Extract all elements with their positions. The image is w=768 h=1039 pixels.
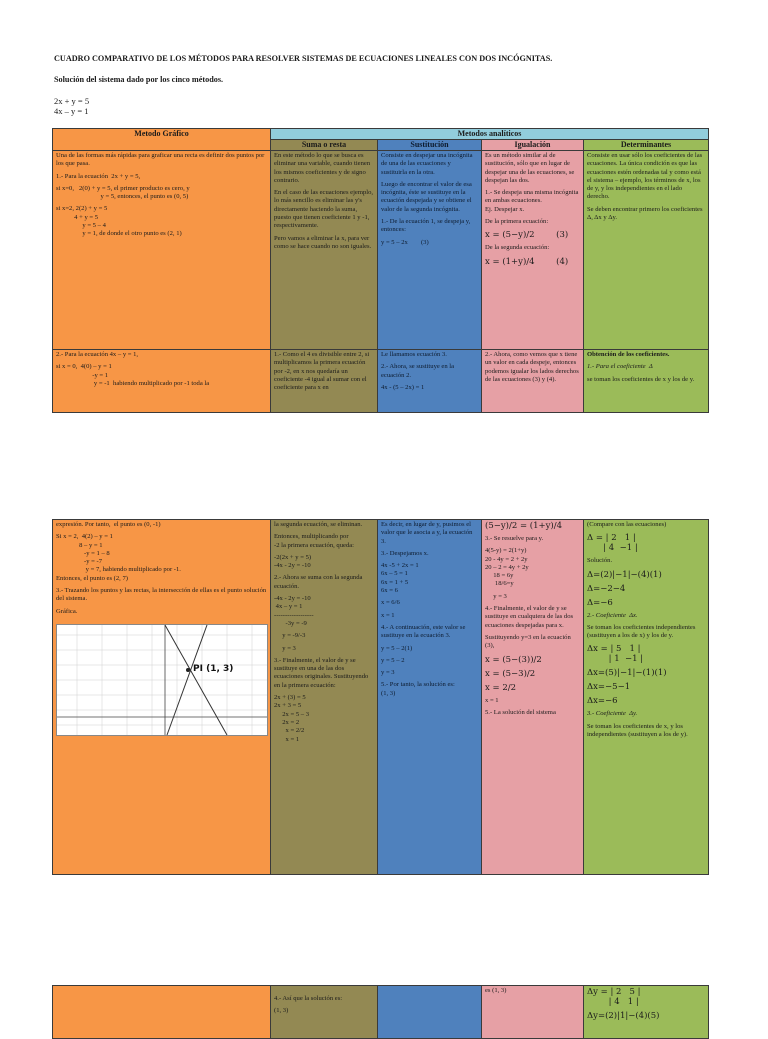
- text-det-obtencion: Obtención de los coeficientes.: [587, 351, 670, 358]
- cell-grafico-2: [53, 350, 271, 413]
- text-det-coeficientes: Se deben encontrar primero los coeficientes Δ, Δx y Δy.: [587, 205, 705, 222]
- document-subtitle: Solución del sistema dado por los cinco métodos.: [54, 75, 224, 84]
- text-igual-step-4: 4.- Finalmente, el valor de y se sustituye en cualquiera de las dos ecuaciones despejadas para x.: [485, 605, 575, 629]
- text-sust-operacion: 4x -5 + 2x = 1 6x – 5 = 1 6x = 1 + 5 6x = 6: [381, 562, 419, 595]
- text-det-coef-x-desc: Se toman los coeficientes independientes (sustituyen a los de x) y los de y.: [587, 623, 698, 640]
- text-det-coef-y: 3.- Coeficiente Δy.: [587, 710, 638, 718]
- cell-determinantes-3: [584, 520, 709, 875]
- cell-grafico-1: [53, 151, 271, 350]
- math-det-delta-calc: Δ=(2)|−1|−(4)(1): [587, 569, 662, 580]
- comparison-table-block-2: [52, 519, 709, 875]
- text-suma-y-div: y = -9/-3: [274, 632, 306, 640]
- text-sust-eq: 4x - (5 – 2x) = 1: [381, 383, 425, 391]
- text-igual-step-1: 1.- Se despeja una misma incógnita en ambas ecuaciones. Ej. Despejar x.: [485, 189, 579, 213]
- cell-sustitucion-4: [378, 986, 482, 1039]
- text-sust-eq-3: y = 5 – 2x (3): [381, 238, 429, 246]
- text-det-solucion: Solución.: [587, 557, 613, 565]
- math-igual-igualdad: (5−y)/2 = (1+y)/4: [485, 521, 562, 531]
- cell-grafico-4: [53, 986, 271, 1039]
- text-igual-step-3: 3.- Se resuelve para y.: [485, 535, 544, 542]
- text-suma-resolucion-x: 2x + (3) = 5 2x + 3 = 5 2x = 5 – 3 2x = 2 x = 2/2 x = 1: [274, 694, 310, 743]
- text-suma-producto: -2(2x + y = 5) -4x - 2y = -10: [274, 553, 312, 570]
- text-suma-eliminan: la segunda ecuación, se eliminan.: [274, 521, 363, 528]
- text-sust-step-1: 1.- De la ecuación 1, se despeja y, entonces:: [381, 218, 472, 234]
- text-grafico-punto-0-1: expresión. Por tanto, el punto es (0, -1): [56, 521, 161, 528]
- text-igual-y-3: y = 3: [485, 592, 507, 600]
- text-igual-segunda: De la segunda ecuación:: [485, 244, 550, 252]
- text-grafico-point-d: Si x = 2, 4(2) – y = 1 8 – y = 1 -y = 1 – 8 -y = -7 y = 7, habiendo multiplicado por -1. Entonces, el punto es (2, 7): [56, 533, 181, 582]
- header-determinantes: Determinantes: [584, 140, 709, 151]
- graph-intersection-point: [186, 668, 190, 672]
- comparison-table-block-3: [52, 985, 709, 1039]
- text-suma-operacion: -4x - 2y = -10 4x – y = 1 ------------------ -3y = -9: [274, 595, 314, 627]
- text-sust-step-3: 3.- Despejamos x.: [381, 549, 429, 557]
- cell-suma-1: [271, 151, 378, 350]
- text-det-coef-delta: 1.- Para el coeficiente Δ: [587, 363, 653, 371]
- system-equation-1: 2x + y = 5: [54, 96, 90, 106]
- text-suma-step-3: 3.- Finalmente, el valor de y se sustituye en una de las dos ecuaciones originales. Sustituyendo en la primera ecuación:: [274, 656, 370, 689]
- math-det-delta-result: Δ=−6: [587, 597, 613, 608]
- math-det-delta-sum: Δ=−2−4: [587, 583, 626, 594]
- math-igual-x-b: x = (5−3)/2: [485, 668, 536, 679]
- text-igual-intro: Es un método similar al de sustitución, sólo que en lugar de despejar una de las ecuaciones, se despejan las dos.: [485, 152, 576, 184]
- text-igual-solucion: es (1, 3): [485, 987, 507, 994]
- text-det-coef-y-desc: Se toman los coeficientes de x, y los independientes (sustituyen a los de y).: [587, 722, 688, 739]
- text-suma-intro: En este método lo que se busca es eliminar una variable, cuando tienen los mismos coeficientes y de signo contrario.: [274, 152, 372, 184]
- math-igual-eq-3: x = (5−y)/2 (3): [485, 230, 569, 241]
- cell-sustitucion-1: [378, 151, 482, 350]
- text-suma-step-2: 2.- Ahora se suma con la segunda ecuación.: [274, 574, 365, 590]
- math-igual-x-a: x = (5−(3))/2: [485, 654, 542, 665]
- text-igual-primera: De la primera ecuación:: [485, 218, 549, 226]
- math-igual-x-c: x = 2/2: [485, 682, 516, 693]
- header-sustitucion: Sustitución: [378, 140, 482, 151]
- document-title: CUADRO COMPARATIVO DE LOS MÉTODOS PARA RESOLVER SISTEMAS DE ECUACIONES LINEALES CON DOS INCÓGNITAS.: [54, 54, 553, 63]
- system-equation-2: 4x – y = 1: [54, 106, 89, 116]
- text-igual-x-1: x = 1: [485, 696, 499, 704]
- text-sust-y-resta: y = 5 – 2: [381, 656, 405, 664]
- math-det-deltax-sum: Δx=−5−1: [587, 682, 631, 693]
- cell-grafico-3: [53, 520, 271, 875]
- text-sust-y-3: y = 3: [381, 669, 395, 677]
- text-sust-x-1: x = 1: [381, 611, 395, 619]
- text-grafico-intro: Una de las formas más rápidas para graficar una recta es definir dos puntos por los que pasa.: [56, 152, 267, 168]
- text-suma-step-4: 4.- Así que la solución es:: [274, 995, 343, 1002]
- text-suma-ejemplo: En el caso de las ecuaciones ejemplo, lo más sencillo es eliminar las y's directamente haciendo la suma, puesto que tienen coeficiente 1 y -1, respectivamente.: [274, 189, 375, 230]
- cell-suma-4: [271, 986, 378, 1039]
- text-grafico-point-a: si x=0, 2(0) + y = 5, el primer producto es cero, y y = 5, entonces, el punto es (0, 5): [56, 184, 190, 201]
- text-sust-llamamos: Le llamamos ecuación 3.: [381, 351, 447, 358]
- text-suma-step-1: 1.- Como el 4 es divisible entre 2, si multiplicamos la primera ecuación por -2, en x nos quedaría un coeficiente -4 igual al sumar con el coeficiente para x en: [274, 351, 371, 392]
- text-det-toman: se toman los coeficientes de x y los de y.: [587, 375, 695, 383]
- text-igual-operacion: 4(5-y) = 2(1+y) 20 - 4y = 2 + 2y 20 – 2 = 4y + 2y 18 = 6y 18/6=y: [485, 547, 529, 588]
- text-sust-step-5: 5.- Por tanto, la solución es: (1, 3): [381, 681, 455, 697]
- cell-igualacion-3: [482, 520, 584, 875]
- cell-igualacion-1: [482, 151, 584, 350]
- text-igual-sustituyendo: Sustituyendo y=3 en la ecuación (3),: [485, 633, 573, 650]
- text-grafico-step-2: 2.- Para la ecuación 4x – y = 1,: [56, 351, 139, 358]
- text-grafico-point-b: si x=2, 2(2) + y = 5 4 + y = 5 y = 5 – 4 y = 1, de donde el otro punto es (2, 1): [56, 205, 182, 238]
- text-sust-intro: Consiste en despejar una incógnita de una de las ecuaciones y sustituirla en la otra.: [381, 152, 475, 176]
- comparison-table-block-1: [52, 128, 709, 413]
- math-det-deltax-result: Δx=−6: [587, 696, 618, 707]
- text-det-coef-x: 2.- Coeficiente Δx.: [587, 611, 638, 619]
- text-sust-x-div: x = 6/6: [381, 599, 400, 607]
- cell-sustitucion-3: [378, 520, 482, 875]
- cell-igualacion-4: [482, 986, 584, 1039]
- cell-suma-3: [271, 520, 378, 875]
- math-igual-eq-4: x = (1+y)/4 (4): [485, 256, 569, 267]
- text-suma-y-3: y = 3: [274, 644, 296, 652]
- text-igual-step-2: 2.- Ahora, como vemos que x tiene un valor en cada despeje, entonces podemos igualar los lados derechos de las ecuaciones (3) y (4).: [485, 351, 581, 383]
- text-sust-step-4: 4.- A continuación, este valor se sustituye en la ecuación 3.: [381, 623, 468, 640]
- math-det-deltay-matrix: Δy = | 2 5 | | 4 1 |: [587, 987, 641, 1007]
- text-sust-y-sub: y = 5 – 2(1): [381, 644, 413, 652]
- cell-determinantes-1: [584, 151, 709, 350]
- graph-intersection-label: PI (1, 3): [193, 663, 234, 674]
- header-metodo-grafico: Metodo Gráfico: [53, 129, 271, 151]
- graph-plot: [56, 624, 268, 736]
- text-suma-solucion: (1, 3): [274, 1007, 289, 1015]
- cell-determinantes-4: [584, 986, 709, 1039]
- text-det-compare: (Compare con las ecuaciones): [587, 521, 667, 528]
- header-metodos-analiticos: Metodos analíticos: [271, 129, 709, 140]
- text-suma-multiplicando: Entonces, multiplicando por -2 la primera ecuación, queda:: [274, 533, 355, 549]
- math-det-deltax-calc: Δx=(5)|−1|−(1)(1): [587, 668, 667, 679]
- text-grafico-step-3: 3.- Trazando los puntos y las rectas, la intersección de ellas es el punto solución del sistema.: [56, 587, 268, 603]
- math-det-delta-matrix: Δ = | 2 1 | | 4 −1 |: [587, 533, 638, 554]
- header-suma-o-resta: Suma o resta: [271, 140, 378, 151]
- cell-sustitucion-2: [378, 350, 482, 413]
- header-igualacion: Igualación: [482, 140, 584, 151]
- cell-determinantes-2: [584, 350, 709, 413]
- math-det-deltay-calc: Δy=(2)|1|−(4)(5): [587, 1011, 660, 1021]
- text-suma-eliminar-x: Pero vamos a eliminar la x, para ver como se hace cuando no son iguales.: [274, 234, 372, 250]
- text-sust-step-2: 2.- Ahora, se sustituye en la ecuación 2.: [381, 363, 456, 379]
- text-grafico-label: Gráfica.: [56, 607, 78, 615]
- text-grafico-step-1: 1.- Para la ecuación 2x + y = 5,: [56, 172, 141, 180]
- math-det-deltax-matrix: Δx = | 5 1 | | 1 −1 |: [587, 644, 644, 665]
- cell-suma-2: [271, 350, 378, 413]
- cell-igualacion-2: [482, 350, 584, 413]
- text-sust-luego: Luego de encontrar el valor de esa incógnita, éste se sustituye en la ecuación despejada y se obtiene el valor de la segunda incógnita.: [381, 180, 474, 213]
- text-det-intro: Consiste en usar sólo los coeficientes de las ecuaciones. La única condición es que las ecuaciones estén ordenadas tal y como está el sistema – ejemplo, los términos de x, los de y, y los independientes en el lado derecho.: [587, 152, 704, 201]
- text-grafico-point-c: si x = 0, 4(0) – y = 1 -y = 1 y = -1 habiendo multiplicado por -1 toda la: [56, 363, 210, 387]
- text-sust-es-decir: Es decir, en lugar de y, pusimos el valor que le asocia a y, la ecuación 3.: [381, 521, 475, 545]
- text-igual-step-5: 5.- La solución del sistema: [485, 708, 556, 716]
